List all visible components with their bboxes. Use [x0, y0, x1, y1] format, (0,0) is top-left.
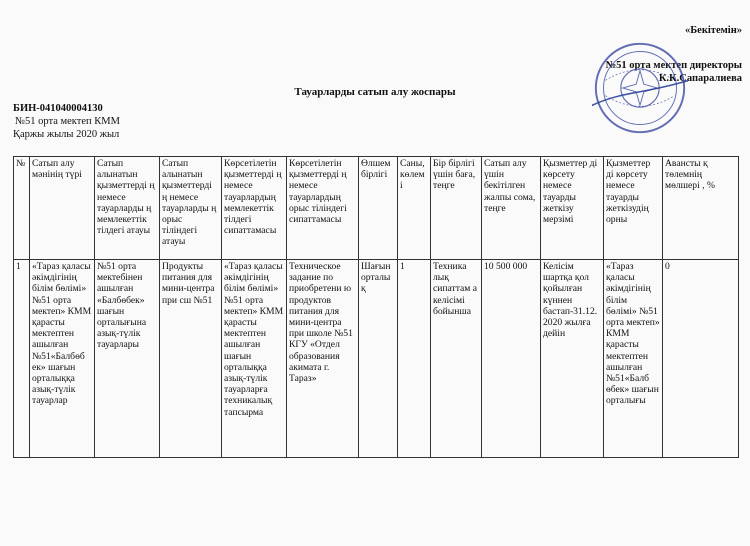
header-description-russian: Көрсетілетін қызметтерді ң немесе тауарлардың орыс тіліндегі сипаттамасы [287, 157, 359, 260]
cell-delivery-place: «Тараз қаласы әкімдігінің білім бөлімі» №51 орта мектеп» КММ қарасты мектептен ашылған №51«Балб өбек» шағын орталығы [604, 260, 663, 458]
header-advance-payment: Авансты қ төлемнің мөлшері , % [663, 157, 739, 260]
header-delivery-place: Қызметтер ді көрсету немесе тауарды жеткізудің орны [604, 157, 663, 260]
header-name-kazakh: Сатып алынатын қызметтерді ң немесе тауарларды ң мемлекеттік тілдегі атауы [95, 157, 160, 260]
cell-description-russian: Техническое задание по приобретени ю продуктов питания для мини-центра при школе №51 КГУ «Отдел образования акимата г. Тараз» [287, 260, 359, 458]
header-procurement-type: Сатып алу мәнінің түрі [30, 157, 95, 260]
cell-unit-price: Техника лық сипаттам а келісімі бойынша [431, 260, 482, 458]
header-total-amount: Сатып алу үшін бекітілген жалпы сома, теңге [482, 157, 541, 260]
cell-procurement-type: «Тараз қаласы әкімдігінің білім бөлімі» №51 орта мектеп» КММ қарасты мектептен ашылған №51«Балбөб ек» шағын орталыққа азық-түлік тауарлар [30, 260, 95, 458]
header-description-kazakh: Көрсетілетін қызметтерді ң немесе тауарлардың мемлекеттік тілдегі сипаттамасы [222, 157, 287, 260]
table-header-row [14, 157, 739, 260]
cell-number: 1 [14, 260, 30, 458]
cell-unit: Шағын орталы қ [359, 260, 398, 458]
bin-number: БИН-041040004130 [13, 103, 103, 114]
document-meta [13, 102, 120, 141]
cell-total-amount: 10 500 000 [482, 260, 541, 458]
cell-quantity: 1 [398, 260, 431, 458]
header-unit: Өлшем бірлігі [359, 157, 398, 260]
table-row [14, 260, 739, 458]
procurement-plan-table [13, 156, 739, 458]
director-title: №51 орта мектеп директоры [605, 60, 742, 71]
header-unit-price: Бір бірлігі үшін баға, теңге [431, 157, 482, 260]
fiscal-year: Қаржы жылы 2020 жыл [13, 129, 120, 140]
header-quantity: Саны, көлем і [398, 157, 431, 260]
cell-name-russian: Продукты питания для мини-центра при сш №51 [160, 260, 222, 458]
header-number: № [14, 157, 30, 260]
cell-advance-payment: 0 [663, 260, 739, 458]
header-name-russian: Сатып алынатын қызметтерді ң немесе тауарларды ң орыс тіліндегі атауы [160, 157, 222, 260]
document-title: Тауарларды сатып алу жоспары [294, 86, 456, 98]
cell-description-kazakh: «Тараз қаласы әкімдігінің білім бөлімі» №51 орта мектеп» КММ қарасты мектептен ашылған шағын орталыққа азық-түлік тауарларға техникалық тапсырма [222, 260, 287, 458]
approval-label: «Бекітемін» [684, 25, 742, 36]
cell-name-kazakh: №51 орта мектебінен ашылған «Балбөбек» шағын орталығына азық-түлік тауарлары [95, 260, 160, 458]
organization-name: №51 орта мектеп КММ [15, 116, 120, 127]
header-delivery-term: Қызметтер ді көрсету немесе тауарды жеткізу мерзімі [541, 157, 604, 260]
director-name: К.К.Сапаралиева [658, 73, 742, 84]
cell-delivery-term: Келісім шартқа қол қойылған күннен бастап-31.12.2020 жылға дейін [541, 260, 604, 458]
